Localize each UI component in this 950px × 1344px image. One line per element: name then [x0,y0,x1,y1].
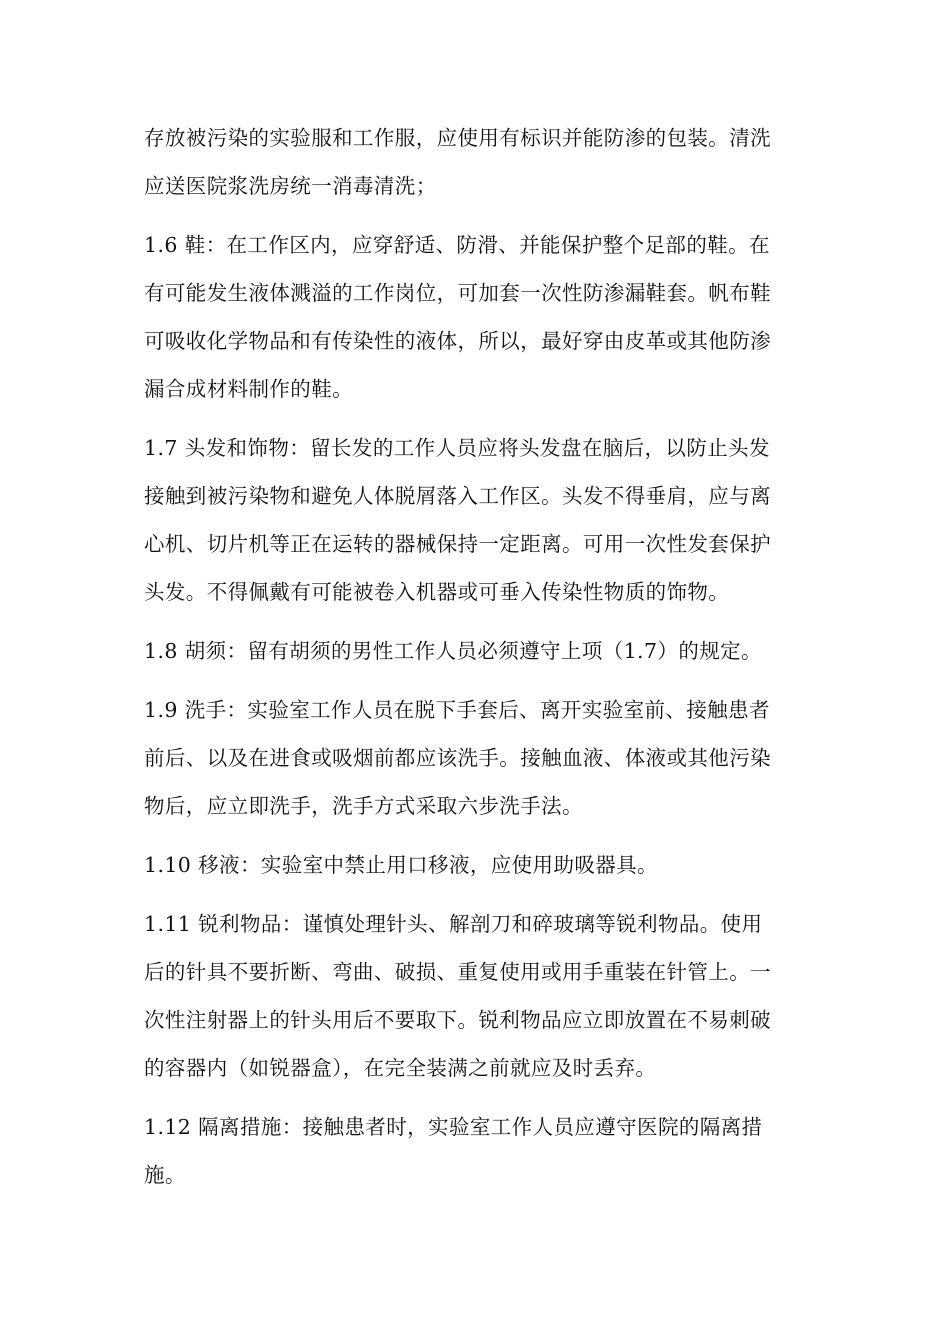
paragraph-lab-clothing-storage [144,114,816,210]
text-line: 1.11 锐利物品：谨慎处理针头、解剖刀和碎玻璃等锐利物品。使用 [144,912,763,936]
text-line: 应送医院浆洗房统一消毒清洗； [144,174,437,198]
text-line: 次性注射器上的针头用后不要取下。锐利物品应立即放置在不易刺破 [144,1008,771,1032]
text-line: 可吸收化学物品和有传染性的液体，所以，最好穿由皮革或其他防渗 [144,329,771,353]
text-line: 后的针具不要折断、弯曲、破损、重复使用或用手重装在针管上。一 [144,960,771,984]
text-line: 1.10 移液：实验室中禁止用口移液，应使用助吸器具。 [144,853,658,877]
document-body [144,114,816,1210]
text-line: 1.9 洗手：实验室工作人员在脱下手套后、离开实验室前、接触患者 [144,698,770,722]
paragraph-1-8-beard [144,627,816,675]
text-line: 1.6 鞋：在工作区内，应穿舒适、防滑、并能保护整个足部的鞋。在 [144,233,770,257]
paragraph-1-12-isolation [144,1103,816,1199]
text-line: 施。 [144,1163,186,1187]
paragraph-1-9-handwashing [144,686,816,830]
text-line: 1.8 胡须：留有胡须的男性工作人员必须遵守上项（1.7）的规定。 [144,639,762,663]
text-line: 物后，应立即洗手，洗手方式采取六步洗手法。 [144,794,583,818]
paragraph-1-7-hair-accessories [144,424,816,616]
text-line: 心机、切片机等正在运转的器械保持一定距离。可用一次性发套保护 [144,532,771,556]
text-line: 前后、以及在进食或吸烟前都应该洗手。接触血液、体液或其他污染 [144,746,771,770]
text-line: 头发。不得佩戴有可能被卷入机器或可垂入传染性物质的饰物。 [144,580,730,604]
paragraph-1-11-sharps [144,900,816,1092]
text-line: 有可能发生液体溅溢的工作岗位，可加套一次性防渗漏鞋套。帆布鞋 [144,281,771,305]
text-line: 漏合成材料制作的鞋。 [144,377,353,401]
text-line: 1.12 隔离措施：接触患者时，实验室工作人员应遵守医院的隔离措 [144,1115,763,1139]
text-line: 接触到被污染物和避免人体脱屑落入工作区。头发不得垂肩，应与离 [144,484,771,508]
text-line: 的容器内（如锐器盒），在完全装满之前就应及时丢弃。 [144,1056,657,1080]
text-line: 1.7 头发和饰物：留长发的工作人员应将头发盘在脑后，以防止头发 [144,436,770,460]
paragraph-1-10-pipetting [144,841,816,889]
text-line: 存放被污染的实验服和工作服，应使用有标识并能防渗的包装。清洗 [144,126,771,150]
paragraph-1-6-shoes [144,221,816,413]
